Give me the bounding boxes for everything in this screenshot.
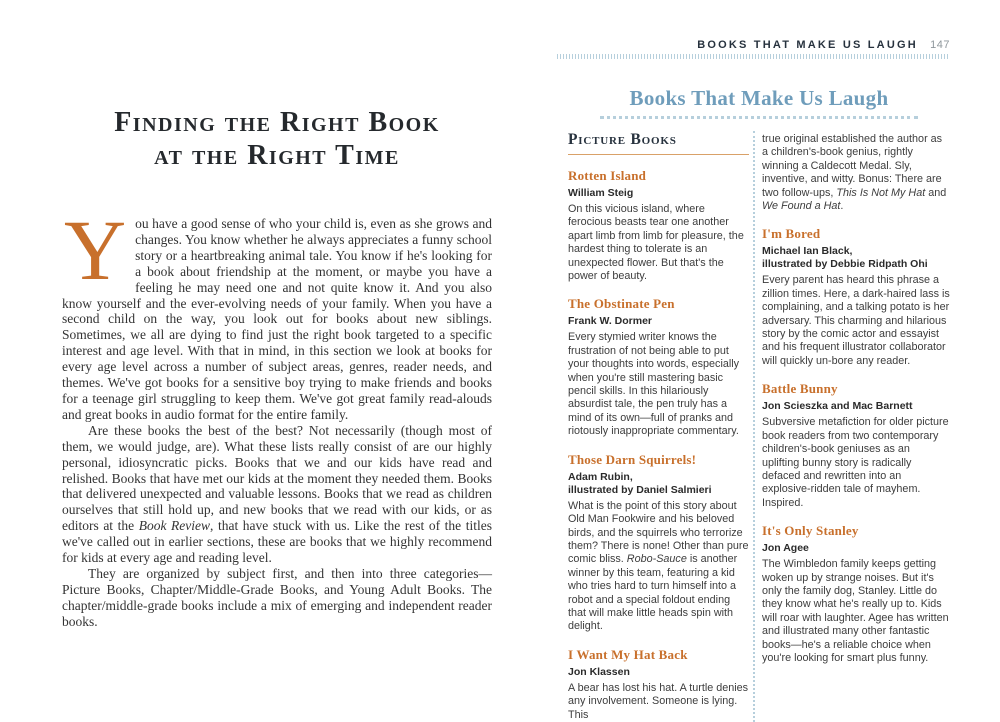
book-author: Michael Ian Black, — [762, 245, 853, 258]
book-author: Jon Agee — [762, 542, 809, 555]
book-entry-i-want-my-hat-back — [568, 647, 749, 722]
drop-cap: Y — [64, 202, 127, 298]
book-author: Jon Scieszka and Mac Barnett — [762, 400, 913, 413]
title-dotted-rule — [600, 116, 918, 119]
book-entry-battle-bunny — [762, 381, 950, 510]
running-header — [697, 39, 950, 51]
book-description: The Wimbledon family keeps getting woken up by strange noises. But it's only the family dog, Stanley. Little do they know what he's really up to. Kids will roar with laughter. Agee has written and illustrated many other fantastic books—he's a reliable choice when you're looking for smart plus funny. — [762, 558, 949, 664]
book-title: Battle Bunny — [762, 381, 838, 397]
category-header: Picture Books — [568, 131, 749, 155]
book-entry-im-bored — [762, 226, 950, 368]
book-entry-those-darn-squirrels — [568, 452, 749, 634]
book-entry-its-only-stanley — [762, 523, 950, 665]
book-title: Rotten Island — [568, 168, 647, 183]
chapter-title-line1: Finding the Right Book — [114, 107, 440, 138]
book-author: Frank W. Dormer — [568, 315, 653, 328]
book-author-line2: illustrated by Debbie Ridpath Ohi — [762, 258, 928, 271]
running-header-title: BOOKS THAT MAKE US LAUGH — [697, 39, 918, 51]
book-title: I Want My Hat Back — [568, 646, 688, 662]
book-title: It's Only Stanley — [762, 523, 859, 539]
chapter-title-line2: at the Right Time — [154, 140, 400, 171]
section-title: Books That Make Us Laugh — [629, 86, 889, 110]
book-description: Subversive metafiction for older picture book readers from two contemporary children's-book geniuses as an uplifting bunny story is radically defaced and rewritten into an explosive-ridden tale of mayhem. Inspired. — [762, 416, 949, 509]
book-author: Adam Rubin, — [568, 470, 633, 483]
chapter-body — [62, 202, 492, 630]
header-hatch-rule — [557, 54, 950, 59]
book-author: William Steig — [568, 187, 634, 199]
paragraph-2: Are these books the best of the best? Not necessarily (though most of them, we would judge, are). What these lists really consist of are our highly personal, idiosyncratic picks. Books that we and our kids have read and relished. Books that have met our kids at the moment they needed them. Books that delivered unexpected and valuable lessons. Books that we read as children ourselves that still hold up, and new books that we read with our kids, or as editors at the Book Review, that have stuck with us. Like the rest of the titles we've called out in earlier sections, these are books that we highly recommend for kids at every age and reading level. — [62, 422, 492, 566]
columns — [568, 131, 950, 722]
book-description: A bear has lost his hat. A turtle denies any involvement. Someone is lying. This — [568, 681, 749, 721]
left-page — [62, 106, 492, 630]
column-divider — [753, 131, 755, 722]
book-title: I'm Bored — [762, 226, 821, 242]
column-left — [568, 131, 749, 722]
book-description: Every parent has heard this phrase a zillion times. Here, a dark-haired lass is complaining, and a talking potato is her adversary. This charming and hilarious story by the comic actor and essayist and his frequent illustrator collaborator will quickly un-bore any reader. — [762, 274, 950, 367]
book-description: What is the point of this story about Old Man Fookwire and his beloved birds, and the squirrels who terrorize them? There is none! Other than pure comic bliss. Robo-Sauce is another winner by this team, featuring a kid who tries hard to turn himself into a robot and a special foldout ending that will make little heads spin with delight. — [568, 499, 749, 633]
book-description: On this vicious island, where ferocious beasts tear one another apart limb from limb for pleasure, the hardest thing to tolerate is an unexpected flower. But that's the power of beauty. — [568, 203, 744, 283]
book-description-continuation: true original established the author as a children's-book genius, rightly winning a Caldecott Medal. Sly, inventive, and witty. Bonus: There are two follow-ups, This Is Not My Hat and We Found a Hat. — [762, 133, 947, 213]
chapter-title — [62, 106, 492, 172]
book-description: Every stymied writer knows the frustration of not being able to put your thoughts into words, especially when you're still mastering basic pencil skills. In this hilariously absurdist tale, the pen truly has a mind of its own—full of pranks and riotously inappropriate commentary. — [568, 331, 740, 438]
book-author: Jon Klassen — [568, 665, 630, 678]
paragraph-3: They are organized by subject first, and then into three categories—Picture Books, Chapter/Middle-Grade Books, and Young Adult Books. The chapter/middle-grade books include a mix of emerging and independent reader books. — [62, 565, 492, 629]
book-title: Those Darn Squirrels! — [568, 451, 697, 467]
book-author-line2: illustrated by Daniel Salmieri — [568, 483, 712, 496]
page-number: 147 — [930, 39, 950, 51]
book-title: The Obstinate Pen — [568, 296, 675, 312]
paragraph-1 — [62, 202, 492, 423]
right-page — [568, 86, 950, 722]
paragraph-1-text: ou have a good sense of who your child is, even as she grows and changes. You know whether he always appreciates a funny school story or a heartbreaking animal tale. You know if he's looking for a book about friendship at the moment, or maybe you have a feeling he may need one and not quite know it. And you also know yourself and the ever-evolving needs of your family. When you have a second child on the way, you look out for books about new siblings. Sometimes, we all are dying to find just the right book targeted to a specific interest and age level. With that in mind, in this section we look at books for every age level across a number of subject areas, genres, reader needs, and themes. We've got books for a sensitive boy trying to make friends and books for a teenage girl struggling to keep them. We've got great family read-alouds and great books in audio format for the entire family. — [62, 216, 492, 422]
column-right — [762, 131, 950, 722]
book-entry-rotten-island — [568, 168, 749, 283]
book-entry-obstinate-pen — [568, 296, 749, 438]
